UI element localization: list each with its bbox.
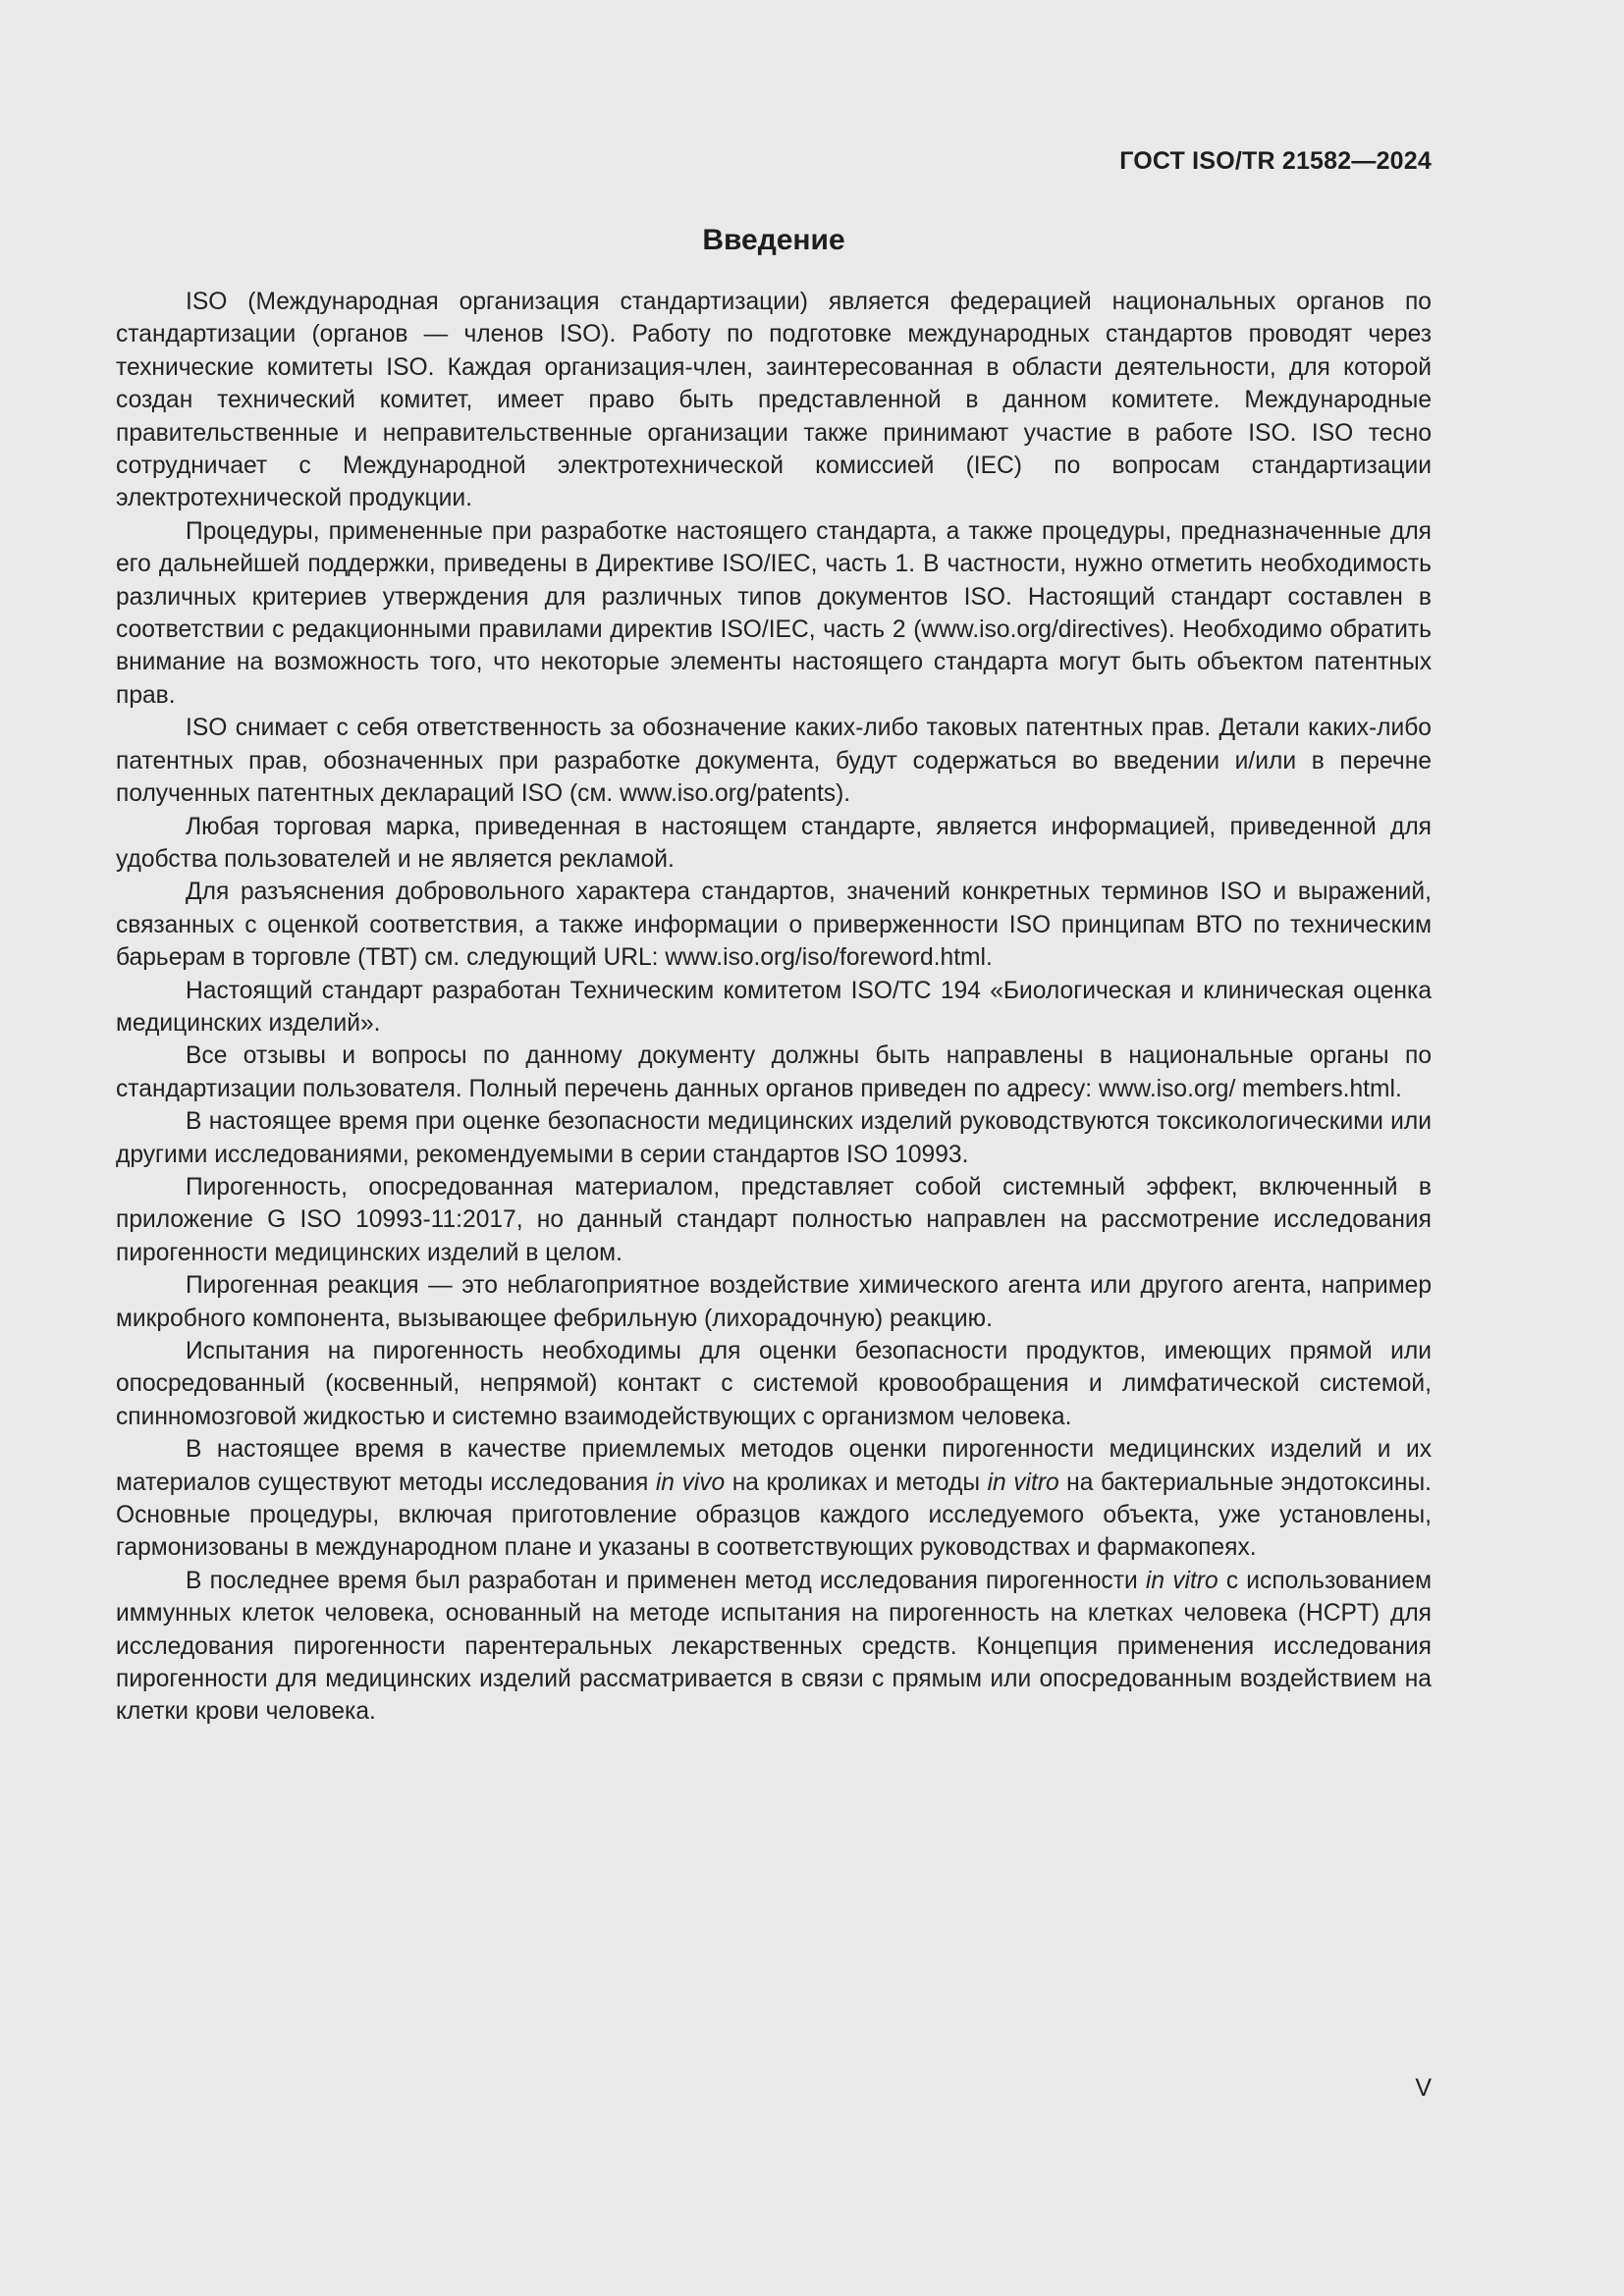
page-title: Введение [702, 224, 845, 256]
paragraph-text-segment: на бактериальные эндотоксины. Основные процедуры, включая приготовление образцов каждого исследуемого объекта, уже установлены, гармонизованы в международном плане и указаны в соответствующих руководствах и фармакопеях. [116, 1468, 1432, 1562]
paragraph-text-segment: В последнее время был разработан и применен метод исследования пирогенности [186, 1567, 1146, 1594]
paragraph-feedback: Все отзывы и вопросы по данному документу должны быть направлены в национальные органы по стандартизации пользователя. Полный перечень данных органов приведен по адресу: www.iso.org/ members.html. [116, 1042, 1432, 1102]
document-page [116, 0, 1432, 2296]
paragraph-material-pyrogenicity: Пирогенность, опосредованная материалом, представляет собой системный эффект, включенный в приложение G ISO 10993-11:2017, но данный стандарт полностью направлен на рассмотрение исследования пирогенности медицинских изделий в целом. [116, 1173, 1432, 1266]
introduction-body [116, 286, 1432, 1729]
italic-term: in vitro [1145, 1567, 1218, 1594]
document-code-header: ГОСТ ISO/TR 21582—2024 [1119, 147, 1432, 175]
paragraph-iso-organization: ISO (Международная организация стандартизации) является федерацией национальных органов по стандартизации (органов — членов ISO). Работу по подготовке международных стандартов проводят через технические комитеты ISO. Каждая организация-член, заинтересованная в области деятельности, для которой создан технический комитет, имеет право быть представленной в данном комитете. Международные правительственные и неправительственные организации также принимают участие в работе ISO. ISO тесно сотрудничает с Международной электротехнической комиссией (IEC) по вопросам стандартизации электротехнической продукции. [116, 289, 1432, 512]
paragraph-safety-evaluation: В настоящее время при оценке безопасности медицинских изделий руководствуются токсикологическими или другими исследованиями, рекомендуемыми в серии стандартов ISO 10993. [116, 1108, 1432, 1168]
paragraph-procedures: Процедуры, примененные при разработке настоящего стандарта, а также процедуры, предназначенные для его дальнейшей поддержки, приведены в Директиве ISO/IEC, часть 1. В частности, нужно отметить необходимость различных критериев утверждения для различных типов документов ISO. Настоящий стандарт составлен в соответствии с редакционными правилами директив ISO/IEC, часть 2 (www.iso.org/directives). Необходимо обратить внимание на возможность того, что некоторые элементы настоящего стандарта могут быть объектом патентных прав. [116, 517, 1432, 709]
paragraph-technical-committee: Настоящий стандарт разработан Техническим комитетом ISO/TC 194 «Биологическая и клиническая оценка медицинских изделий». [116, 977, 1432, 1037]
paragraph-voluntary-nature: Для разъяснения добровольного характера стандартов, значений конкретных терминов ISO и выражений, связанных с оценкой соответствия, а также информации о приверженности ISO принципам ВТО по техническим барьерам в торговле (ТВТ) см. следующий URL: www.iso.org/iso/foreword.html. [116, 879, 1432, 972]
paragraph-text-segment: на кроликах и методы [725, 1468, 988, 1496]
paragraph-text-segment: В настоящее время в качестве приемлемых методов оценки пирогенности медицинских изделий и их материалов существуют методы исследования [116, 1436, 1432, 1496]
paragraph-text-segment: с использованием иммунных клеток человека, основанный на методе испытания на пирогенность на клетках человека (HCPT) для исследования пирогенности парентеральных лекарственных средств. Концепция применения исследования пирогенности для медицинских изделий рассматривается в связи с прямым или опосредованным воздействием на клетки крови человека. [116, 1567, 1433, 1726]
paragraph-patent-rights: ISO снимает с себя ответственность за обозначение каких-либо таковых патентных прав. Детали каких-либо патентных прав, обозначенных при разработке документа, будут содержаться во введении и/или в перечне полученных патентных деклараций ISO (см. www.iso.org/patents). [116, 715, 1432, 808]
paragraph-accepted-methods [116, 1433, 1432, 1565]
paragraph-pyrogenicity-tests: Испытания на пирогенность необходимы для оценки безопасности продуктов, имеющих прямой или опосредованный (косвенный, непрямой) контакт с системой кровообращения и лимфатической системой, спинномозговой жидкостью и системно взаимодействующих с организмом человека. [116, 1338, 1432, 1430]
paragraph-trademark: Любая торговая марка, приведенная в настоящем стандарте, является информацией, приведенной для удобства пользователей и не является рекламой. [116, 813, 1432, 873]
italic-term: in vitro [987, 1468, 1059, 1496]
page-number: V [1415, 2074, 1432, 2102]
paragraph-pyrogenic-reaction: Пирогенная реакция — это неблагоприятное воздействие химического агента или другого агента, например микробного компонента, вызывающее фебрильную (лихорадочную) реакцию. [116, 1272, 1432, 1332]
italic-term: in vivo [655, 1468, 726, 1496]
paragraph-hcpt-method [116, 1565, 1432, 1729]
